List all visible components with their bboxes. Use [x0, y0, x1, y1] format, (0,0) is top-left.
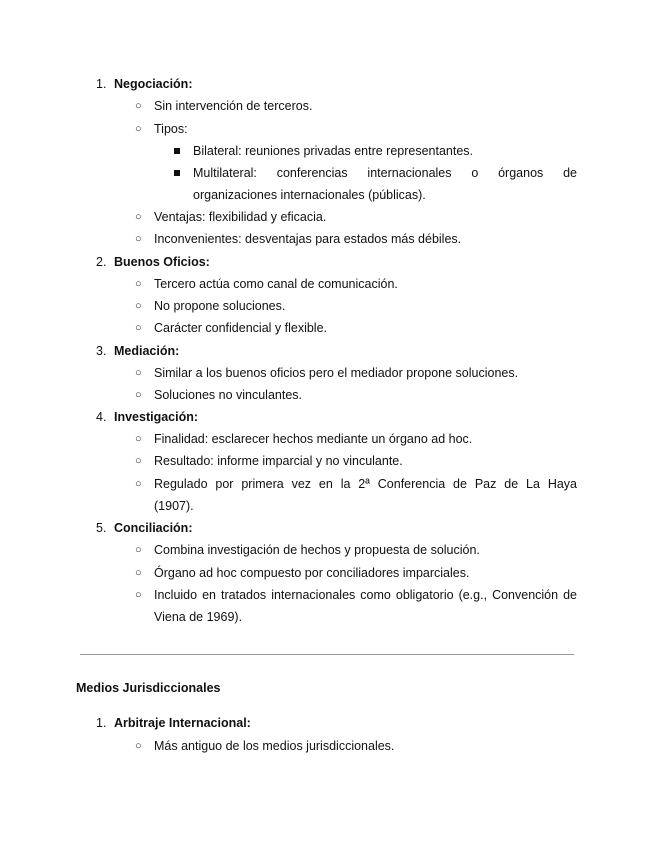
bullet-icon: ○ [135, 123, 142, 135]
bullet-icon: ○ [135, 455, 142, 467]
list-title: Conciliación: [114, 521, 193, 535]
bullet-icon: ○ [135, 278, 142, 290]
list-title: Mediación: [114, 344, 180, 358]
list-item: No propone soluciones. [154, 299, 286, 313]
list-item: Resultado: informe imparcial y no vinculante. [154, 454, 403, 468]
bullet-icon: ○ [135, 740, 142, 752]
square-bullet-icon [174, 170, 180, 176]
list-number: 1. [96, 77, 107, 91]
square-bullet-icon [174, 148, 180, 154]
list-item: Carácter confidencial y flexible. [154, 321, 327, 335]
list-item: Incluido en tratados internacionales como obligatorio (e.g., Convención de [154, 588, 577, 602]
bullet-icon: ○ [135, 433, 142, 445]
list-title: Arbitraje Internacional: [114, 716, 251, 730]
list-title: Buenos Oficios: [114, 255, 210, 269]
section-heading: Medios Jurisdiccionales [76, 681, 221, 695]
list-item: Tipos: [154, 122, 188, 136]
list-item: Ventajas: flexibilidad y eficacia. [154, 210, 327, 224]
list-item: Regulado por primera vez en la 2ª Conferencia de Paz de La Haya [154, 477, 577, 491]
bullet-icon: ○ [135, 367, 142, 379]
bullet-icon: ○ [135, 589, 142, 601]
bullet-icon: ○ [135, 322, 142, 334]
list-item-continued: (1907). [154, 499, 194, 513]
list-number: 4. [96, 410, 107, 424]
list-item: Similar a los buenos oficios pero el mediador propone soluciones. [154, 366, 519, 380]
bullet-icon: ○ [135, 389, 142, 401]
list-item: Tercero actúa como canal de comunicación. [154, 277, 398, 291]
list-number: 5. [96, 521, 107, 535]
list-item: Finalidad: esclarecer hechos mediante un órgano ad hoc. [154, 432, 473, 446]
sub-list-item-continued: organizaciones internacionales (públicas). [193, 188, 426, 202]
list-item: Sin intervención de terceros. [154, 99, 313, 113]
bullet-icon: ○ [135, 100, 142, 112]
list-number: 3. [96, 344, 107, 358]
bullet-icon: ○ [135, 478, 142, 490]
sub-list-item: Multilateral: conferencias internacionales o órganos de [193, 166, 577, 180]
list-item: Combina investigación de hechos y propuesta de solución. [154, 543, 480, 557]
list-title: Negociación: [114, 77, 193, 91]
bullet-icon: ○ [135, 211, 142, 223]
bullet-icon: ○ [135, 300, 142, 312]
horizontal-divider [80, 654, 574, 655]
list-item: Inconvenientes: desventajas para estados más débiles. [154, 232, 462, 246]
list-item: Más antiguo de los medios jurisdiccionales. [154, 739, 395, 753]
bullet-icon: ○ [135, 567, 142, 579]
list-number: 1. [96, 716, 107, 730]
sub-list-item: Bilateral: reuniones privadas entre representantes. [193, 144, 474, 158]
list-item: Órgano ad hoc compuesto por conciliadores imparciales. [154, 566, 470, 580]
bullet-icon: ○ [135, 233, 142, 245]
list-title: Investigación: [114, 410, 199, 424]
bullet-icon: ○ [135, 544, 142, 556]
list-item: Soluciones no vinculantes. [154, 388, 303, 402]
list-number: 2. [96, 255, 107, 269]
list-item-continued: Viena de 1969). [154, 610, 243, 624]
